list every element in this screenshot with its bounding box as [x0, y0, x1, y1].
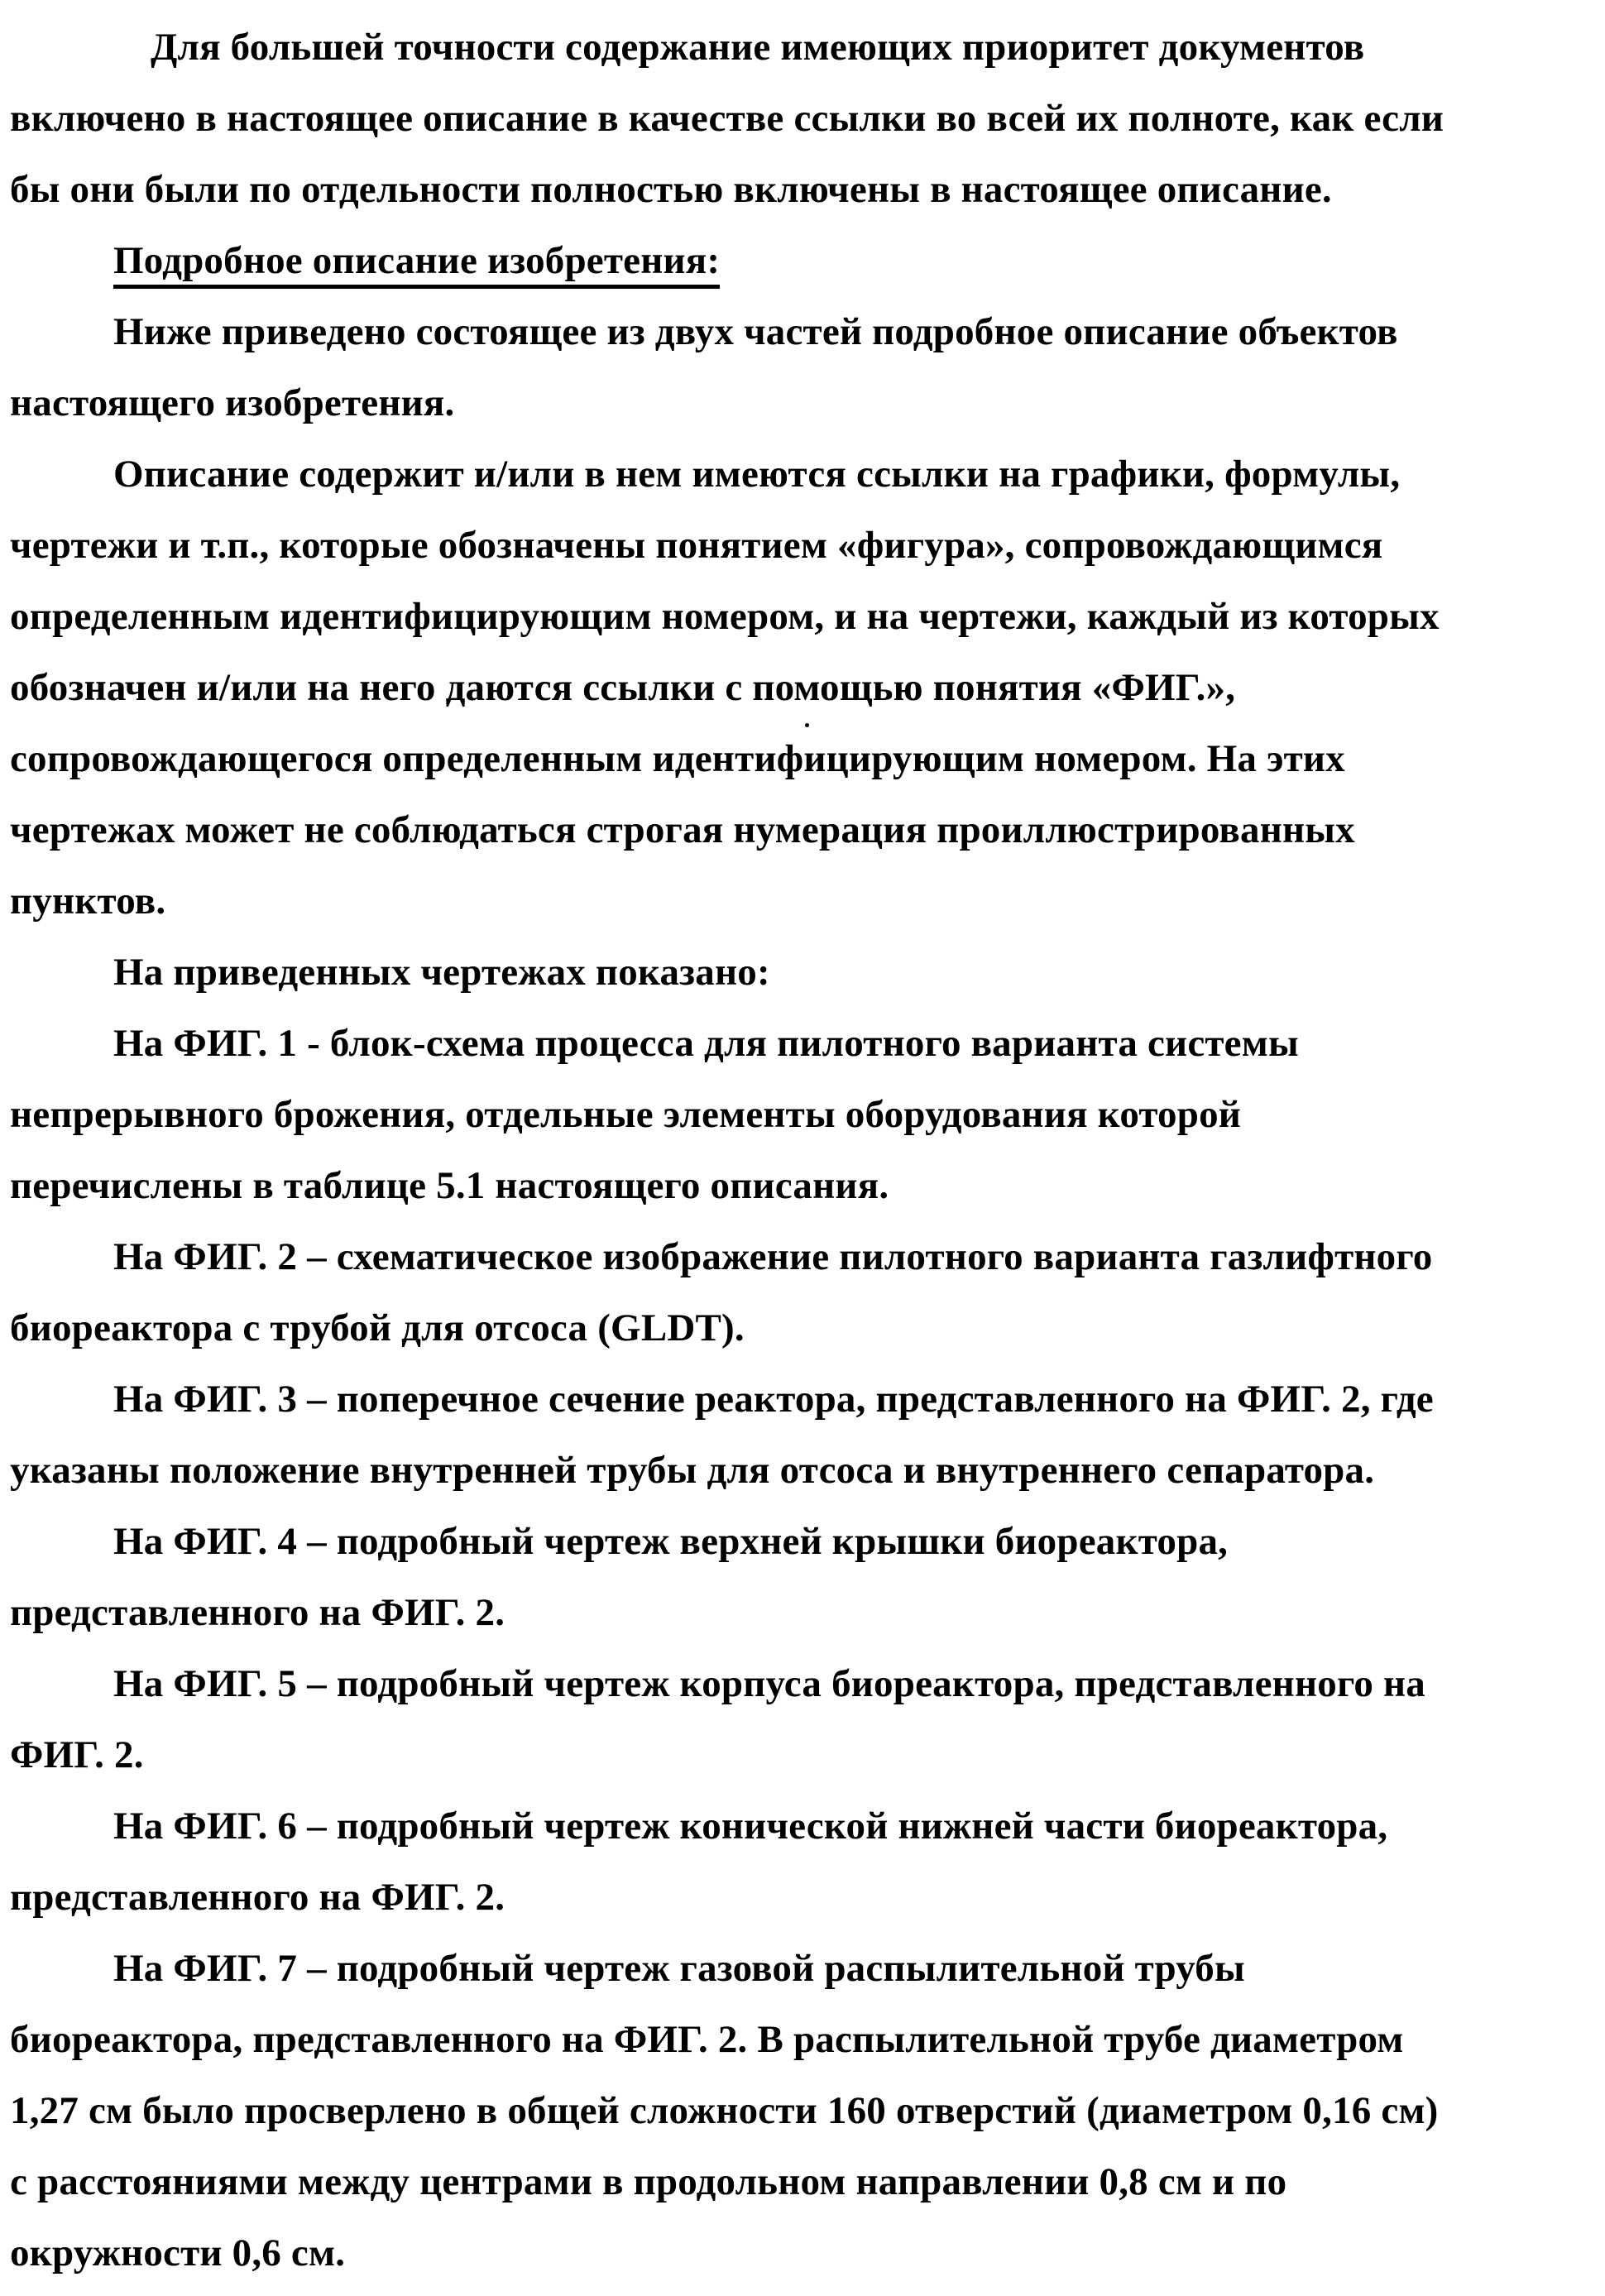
text-line: На приведенных чертежах показано: [113, 951, 770, 994]
body-paragraph [10, 937, 1582, 1008]
text-line: На ФИГ. 7 – подробный чертеж газовой распылительной трубы [113, 1947, 1245, 1990]
scan-ink-speck [805, 723, 809, 727]
body-paragraph [10, 1790, 1582, 1933]
text-line: биореактора, представленного на ФИГ. 2. В распылительной трубе диаметром [10, 2018, 1404, 2061]
text-line: На ФИГ. 6 – подробный чертеж конической нижней части биореактора, [113, 1805, 1388, 1848]
text-line: настоящего изобретения. [10, 381, 455, 424]
text-line: ФИГ. 2. [10, 1733, 144, 1776]
text-line: На ФИГ. 4 – подробный чертеж верхней крышки биореактора, [113, 1520, 1229, 1563]
text-line: перечислены в таблице 5.1 настоящего описания. [10, 1164, 889, 1207]
text-line: представленного на ФИГ. 2. [10, 1591, 505, 1634]
body-paragraph [10, 1008, 1582, 1221]
text-line: Ниже приведено состоящее из двух частей подробное описание объектов [113, 310, 1398, 353]
section-heading-line [10, 225, 1582, 296]
text-line: представленного на ФИГ. 2. [10, 1876, 505, 1919]
body-paragraph [10, 1933, 1582, 2289]
text-line: бы они были по отдельности полностью включены в настоящее описание. [10, 168, 1332, 211]
body-paragraph [10, 12, 1582, 225]
text-line: обозначен и/или на него даются ссылки с помощью понятия «ФИГ.», [10, 666, 1236, 709]
body-paragraph [10, 1648, 1582, 1790]
body-paragraph [10, 1221, 1582, 1364]
section-heading-paragraph [10, 225, 1582, 296]
text-line: непрерывного брожения, отдельные элементы оборудования которой [10, 1093, 1242, 1136]
text-line: 1,27 см было просверлено в общей сложности 160 отверстий (диаметром 0,16 см) [10, 2089, 1439, 2132]
body-paragraph [10, 1506, 1582, 1648]
body-paragraph [10, 1364, 1582, 1506]
text-line: указаны положение внутренней трубы для отсоса и внутреннего сепаратора. [10, 1449, 1375, 1492]
text-line: чертежах может не соблюдаться строгая нумерация проиллюстрированных [10, 808, 1355, 851]
text-line: На ФИГ. 5 – подробный чертеж корпуса биореактора, представленного на [113, 1662, 1425, 1705]
body-paragraph [10, 439, 1582, 937]
text-line: пунктов. [10, 880, 166, 923]
section-heading-underlined-text: Подробное описание изобретения: [113, 239, 720, 289]
text-line: На ФИГ. 3 – поперечное сечение реактора, представленного на ФИГ. 2, где [113, 1378, 1434, 1421]
text-line: чертежи и т.п., которые обозначены понятием «фигура», сопровождающимся [10, 524, 1383, 567]
text-line: Описание содержит и/или в нем имеются ссылки на графики, формулы, [113, 453, 1401, 496]
body-paragraph [10, 296, 1582, 439]
text-line: Для большей точности содержание имеющих приоритет документов [151, 26, 1365, 69]
text-line: с расстояниями между центрами в продольном направлении 0,8 см и по [10, 2160, 1287, 2203]
text-line: определенным идентифицирующим номером, и на чертежи, каждый из которых [10, 595, 1440, 638]
text-line: сопровождающегося определенным идентифицирующим номером. На этих [10, 737, 1345, 780]
text-line: включено в настоящее описание в качестве ссылки во всей их полноте, как если [10, 97, 1444, 140]
text-line: На ФИГ. 1 - блок-схема процесса для пилотного варианта системы [113, 1022, 1299, 1065]
text-line: На ФИГ. 2 – схематическое изображение пилотного варианта газлифтного [113, 1235, 1433, 1278]
text-line: окружности 0,6 см. [10, 2231, 346, 2274]
text-line: биореактора с трубой для отсоса (GLDT). [10, 1306, 745, 1349]
